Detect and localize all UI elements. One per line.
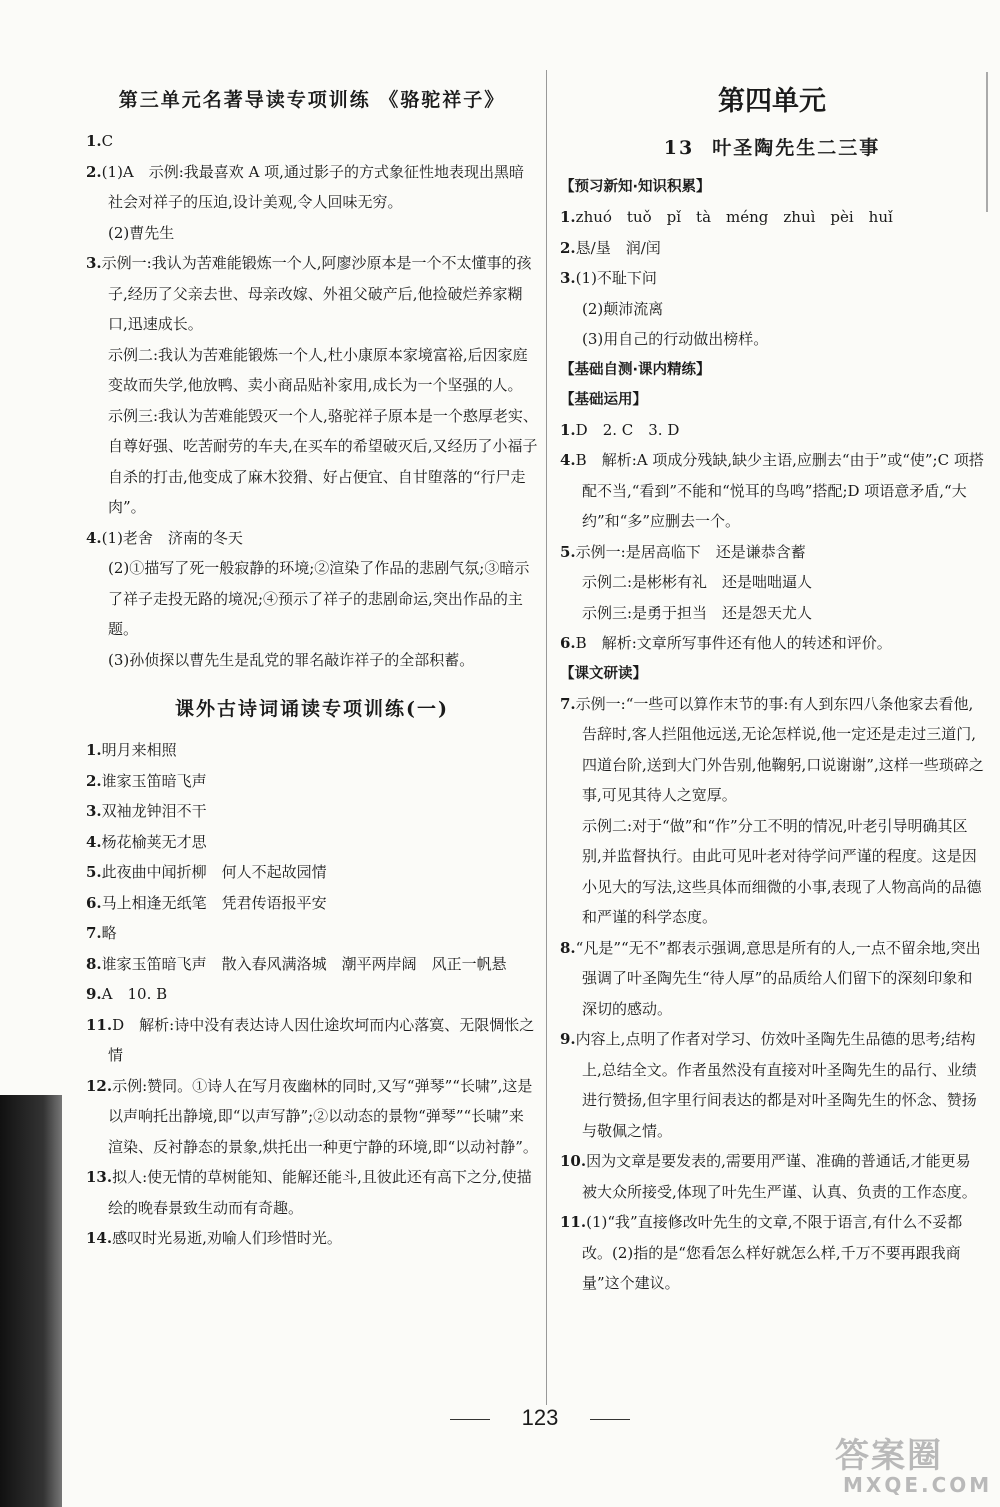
answer-item	[560, 263, 984, 294]
answer-text: 略	[101, 924, 117, 942]
answer-text: (1)“我”直接修改叶先生的文章,不限于语言,有什么不妥都改。(2)指的是“您看怎么样好就怎么样,千万不要再跟我商量”这个建议。	[582, 1213, 963, 1292]
answer-continuation: 示例三:是勇于担当 还是怨天尤人	[582, 603, 813, 622]
answer-text: D 解析:诗中没有表达诗人因仕途坎坷而内心落寞、无限惆怅之情	[108, 1015, 535, 1064]
page-number: 123	[470, 1403, 610, 1433]
answer-item	[560, 689, 984, 811]
answer-text: (1)老舍 济南的冬天	[101, 528, 243, 547]
answer-text: 示例:赞同。①诗人在写月夜幽林的同时,又写“弹琴”“长啸”,这是以声响托出静境,即“以声写静”;②以动态的景物“弹琴”“长啸”来渲染、反衬静态的景象,烘托出一种更宁静的环境,即“以动衬静”。	[108, 1076, 538, 1156]
tag-text-study: 【课文研读】	[560, 665, 647, 682]
answer-item	[86, 796, 538, 827]
answer-continuation: 示例二:是彬彬有礼 还是咄咄逼人	[582, 573, 813, 591]
left-column	[86, 70, 538, 1254]
answer-text: 谁家玉笛暗飞声 散入春风满洛城 潮平两岸阔 风正一帆悬	[101, 954, 507, 973]
watermark-line1: 答案圈	[835, 1436, 943, 1476]
answer-number: 8.	[560, 938, 576, 957]
answer-text: 明月来相照	[101, 741, 177, 759]
answer-item	[86, 827, 538, 858]
answer-item	[86, 1010, 538, 1071]
answer-number: 14.	[86, 1229, 113, 1247]
lesson-title	[560, 132, 984, 164]
answer-number: 4.	[86, 528, 102, 547]
answer-number: 3.	[560, 269, 576, 287]
right-column	[560, 70, 984, 1299]
answer-item	[86, 888, 538, 919]
basic-use-answers	[560, 415, 984, 659]
answer-item	[560, 1207, 984, 1299]
tag-self-test: 【基础自测·课内精练】	[560, 361, 711, 378]
tag-basic-use: 【基础运用】	[560, 391, 647, 408]
answer-item	[86, 857, 538, 888]
answer-number: 8.	[86, 954, 102, 973]
answer-text: 杨花榆荚无才思	[101, 832, 207, 851]
answer-continuation: (3)用自己的行动做出榜样。	[582, 330, 769, 348]
answer-number: 12.	[86, 1076, 113, 1095]
section-camel-xiangzi-answers	[86, 126, 538, 675]
answer-number: 9.	[86, 985, 102, 1003]
answer-number: 11.	[560, 1213, 587, 1231]
answer-number: 7.	[86, 924, 102, 942]
answer-number: 13.	[86, 1168, 113, 1186]
answer-item	[86, 126, 538, 157]
answer-item	[560, 628, 984, 659]
answer-number: 10.	[560, 1152, 587, 1170]
scan-shadow-bar	[0, 1095, 62, 1507]
answer-number: 5.	[86, 863, 102, 881]
answer-number: 7.	[560, 694, 576, 713]
answer-text: 马上相逢无纸笔 凭君传语报平安	[101, 893, 327, 912]
answer-item	[86, 157, 538, 218]
answer-item	[560, 233, 984, 264]
lesson-number: 13	[663, 137, 695, 159]
answer-text: “凡是”“无不”都表示强调,意思是所有的人,一点不留余地,突出强调了叶圣陶先生“待人厚”的品质给人们留下的深刻印象和深切的感动。	[575, 938, 981, 1018]
answer-item	[560, 445, 984, 537]
answer-number: 2.	[86, 771, 102, 790]
answer-text: (1)不耻下问	[575, 269, 657, 287]
answer-text: 示例一:是居高临下 还是谦恭含蓄	[575, 542, 806, 561]
answer-number: 9.	[560, 1030, 576, 1048]
answer-text: 感叹时光易逝,劝喻人们珍惜时光。	[112, 1229, 342, 1247]
answer-continuation: (3)孙侦探以曹先生是乱党的罪名敲诈祥子的全部积蓄。	[108, 650, 475, 669]
answer-number: 11.	[86, 1015, 113, 1034]
answer-number: 5.	[560, 542, 576, 561]
answer-item	[86, 766, 538, 797]
answer-number: 3.	[86, 254, 102, 272]
answer-text: 因为文章是要发表的,需要用严谨、准确的普通话,才能更易被大众所接受,体现了叶先生严谨、认真、负责的工作态度。	[582, 1152, 977, 1201]
answer-number: 4.	[86, 832, 102, 851]
answer-text: zhuó tuǒ pǐ tà méng zhuì pèi huǐ	[575, 208, 893, 226]
answer-item	[86, 979, 538, 1010]
answer-text: 恳/垦 润/闰	[575, 238, 661, 257]
answer-item	[86, 918, 538, 949]
section-title-ancient-poetry: 课外古诗词诵读专项训练(一)	[175, 698, 449, 720]
section-title-camel-xiangzi: 第三单元名著导读专项训练 《骆驼祥子》	[118, 89, 506, 111]
answer-text: B 解析:A 项成分残缺,缺少主语,应删去“由于”或“使”;C 项搭配不当,“看到”不能和“悦耳的鸟鸣”搭配;D 项语意矛盾,“大约”和“多”应删去一个。	[575, 451, 984, 530]
answer-number: 1.	[560, 208, 576, 226]
answer-item	[560, 537, 984, 568]
answer-text: 双袖龙钟泪不干	[101, 802, 207, 820]
answer-number: 1.	[86, 741, 102, 759]
watermark	[835, 1438, 995, 1500]
answer-number: 2.	[86, 162, 102, 181]
answer-item	[86, 735, 538, 766]
answer-continuation: 示例三:我认为苦难能毁灭一个人,骆驼祥子原本是一个憨厚老实、自尊好强、吃苦耐劳的车夫,在买车的希望破灭后,又经历了小福子自杀的打击,他变成了麻木狡猾、好占便宜、自甘堕落的“行尸走肉”。	[108, 406, 538, 516]
tag-preview: 【预习新知·知识积累】	[560, 179, 711, 195]
answer-continuation: (2)曹先生	[108, 223, 175, 242]
answer-item	[560, 202, 984, 233]
scan-edge-mark	[986, 72, 996, 212]
answer-item	[560, 1146, 984, 1207]
answer-text: C	[101, 132, 114, 150]
answer-text: B 解析:文章所写事件还有他人的转述和评价。	[575, 634, 892, 652]
answer-text: 内容上,点明了作者对学习、仿效叶圣陶先生品德的思考;结构上,总结全文。作者虽然没有直接对叶圣陶先生的品行、业绩进行赞扬,但字里行间表达的都是对叶圣陶先生的怀念、赞扬与敬佩之情。	[575, 1030, 977, 1140]
answer-text: D 2. C 3. D	[575, 420, 680, 439]
answer-text: 拟人:使无情的草树能知、能解还能斗,且彼此还有高下之分,使描绘的晚春景致生动而有奇趣。	[108, 1168, 532, 1217]
answer-text: 此夜曲中闻折柳 何人不起故园情	[101, 863, 327, 881]
answer-item	[86, 949, 538, 980]
text-study-answers	[560, 689, 984, 1299]
answer-item	[86, 1223, 538, 1254]
answer-number: 1.	[560, 420, 576, 439]
answer-continuation: 示例二:对于“做”和“作”分工不明的情况,叶老引导明确其区别,并监督执行。由此可见叶老对待学问严谨的程度。这是因小见大的写法,这些具体而细微的小事,表现了人物高尚的品德和严谨的科学态度。	[582, 816, 982, 926]
unit-title: 第四单元	[718, 86, 826, 117]
answer-item	[560, 933, 984, 1025]
answer-item	[86, 1071, 538, 1163]
answer-item	[560, 415, 984, 446]
answer-text: A 10. B	[101, 985, 168, 1003]
answer-continuation: 示例二:我认为苦难能锻炼一个人,杜小康原本家境富裕,后因家庭变故而失学,他放鸭、卖小商品贴补家用,成长为一个坚强的人。	[108, 345, 528, 394]
answer-continuation: (2)颠沛流离	[582, 299, 664, 318]
answer-number: 3.	[86, 802, 102, 820]
lesson-name: 叶圣陶先生二三事	[712, 137, 881, 159]
answer-text: 谁家玉笛暗飞声	[101, 771, 207, 790]
answer-number: 2.	[560, 238, 576, 257]
answer-text: (1)A 示例:我最喜欢 A 项,通过影子的方式象征性地表现出黑暗社会对祥子的压迫,设计美观,令人回味无穷。	[101, 162, 524, 211]
answer-item	[86, 1162, 538, 1223]
section-ancient-poetry-answers	[86, 735, 538, 1254]
answer-number: 1.	[86, 132, 102, 150]
answer-number: 6.	[86, 893, 102, 912]
answer-item	[560, 1024, 984, 1146]
watermark-line2: MXQE.COM	[843, 1473, 993, 1497]
answer-number: 4.	[560, 451, 576, 469]
answer-continuation: (2)①描写了死一般寂静的环境;②渲染了作品的悲剧气氛;③暗示了祥子走投无路的境况;④预示了祥子的悲剧命运,突出作品的主题。	[108, 559, 530, 638]
preview-answers	[560, 202, 984, 355]
answer-text: 示例一:我认为苦难能锻炼一个人,阿廖沙原本是一个不太懂事的孩子,经历了父亲去世、母亲改嫁、外祖父破产后,他捡破烂养家糊口,迅速成长。	[101, 254, 532, 333]
answer-item	[86, 523, 538, 554]
column-divider	[546, 70, 547, 1405]
answer-number: 6.	[560, 634, 576, 652]
answer-text: 示例一:“一些可以算作末节的事:有人到东四八条他家去看他,告辞时,客人拦阻他远送,无论怎样说,他一定还是走过三道门,四道台阶,送到大门外告别,他鞠躬,口说谢谢”,这样一些琐碎之事,可见其待人之宽厚。	[575, 694, 984, 804]
answer-item	[86, 248, 538, 340]
